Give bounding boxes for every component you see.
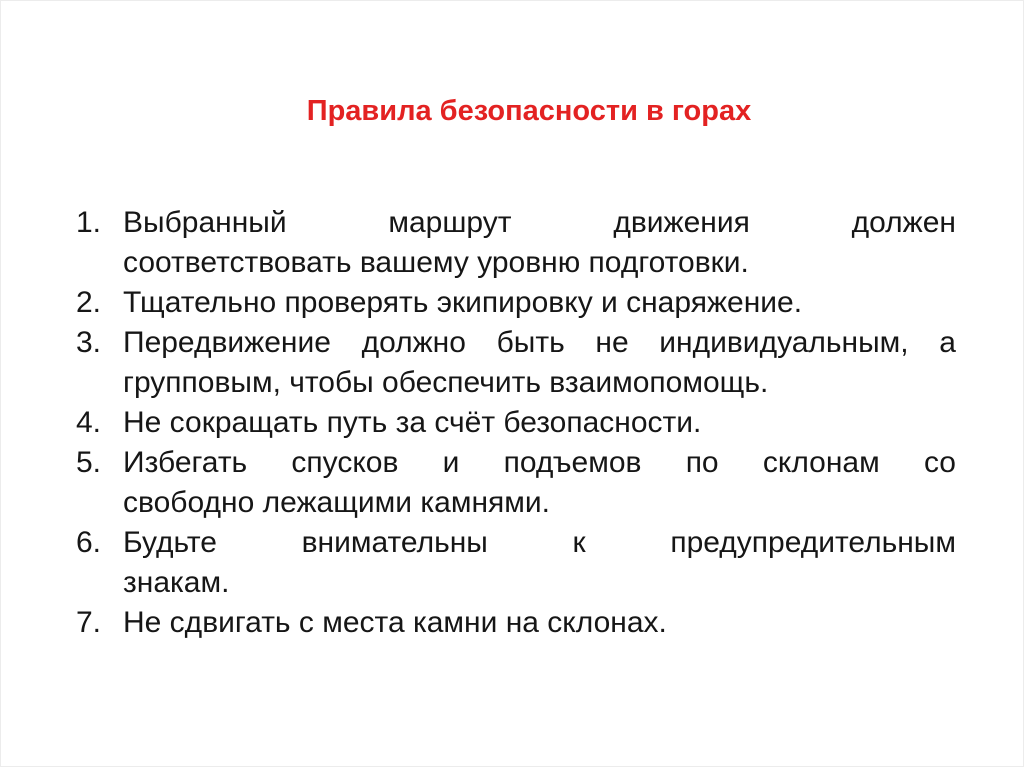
item-text — [123, 603, 956, 643]
list-item-3 — [76, 323, 956, 403]
list-item-4 — [76, 403, 956, 443]
text-line: Избегать спусков и подъемов по склонам со — [123, 446, 956, 479]
list-item-1 — [76, 203, 956, 283]
list-item-7 — [76, 603, 956, 643]
text-line: Будьте внимательны к предупредительным — [123, 526, 956, 559]
text-line: Не сдвигать с места камни на склонах. — [123, 606, 667, 639]
text-line: знакам. — [123, 566, 230, 599]
list-item-2 — [76, 283, 956, 323]
item-text — [123, 443, 956, 523]
item-number: 3. — [76, 326, 102, 359]
text-line: групповым, чтобы обеспечить взаимопомощь. — [123, 366, 769, 399]
item-number: 4. — [76, 406, 102, 439]
text-line: Тщательно проверять экипировку и снаряжение. — [123, 286, 803, 319]
item-number: 1. — [76, 206, 102, 239]
item-number: 6. — [76, 526, 102, 559]
item-text — [123, 403, 956, 443]
safety-rules-list — [76, 203, 956, 643]
item-text — [123, 203, 956, 283]
list-item-6 — [76, 523, 956, 603]
item-text — [123, 323, 956, 403]
text-line: Передвижение должно быть не индивидуальным, а — [123, 326, 956, 359]
page-title: Правила безопасности в горах — [306, 95, 752, 127]
text-line: свободно лежащими камнями. — [123, 486, 550, 519]
list-item-5 — [76, 443, 956, 523]
item-text — [123, 283, 956, 323]
text-line: Выбранный маршрут движения должен — [123, 206, 956, 239]
text-line: соответствовать вашему уровню подготовки. — [123, 246, 749, 279]
item-text — [123, 523, 956, 603]
item-number: 2. — [76, 286, 102, 319]
item-number: 5. — [76, 446, 102, 479]
item-number: 7. — [76, 606, 102, 639]
text-line: Не сокращать путь за счёт безопасности. — [123, 406, 702, 439]
